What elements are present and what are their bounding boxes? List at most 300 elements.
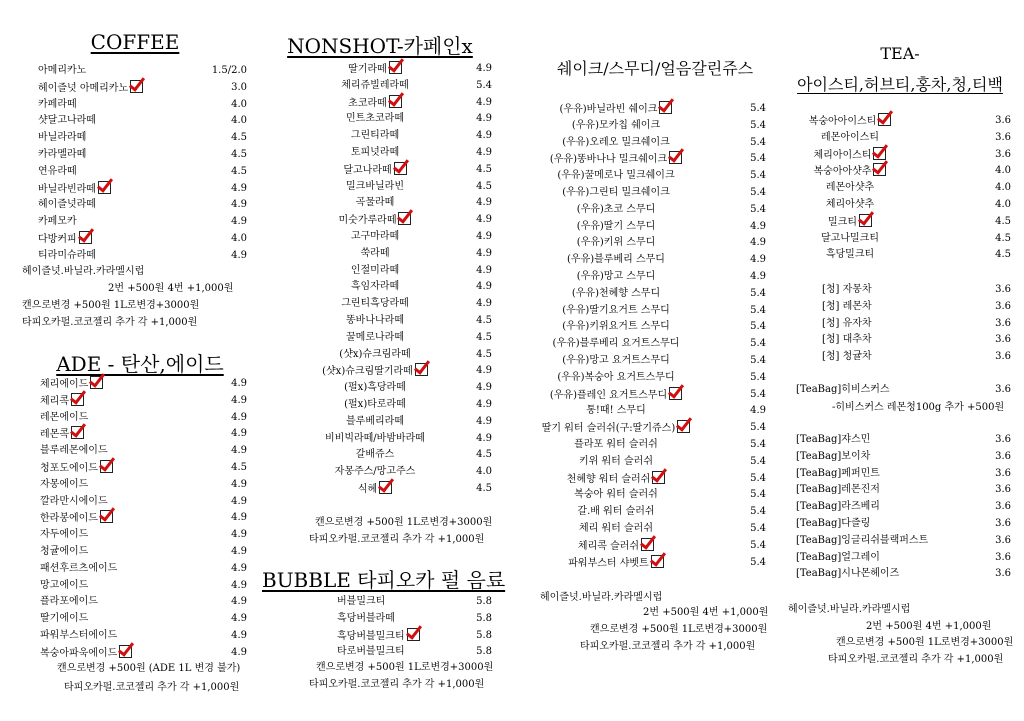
menu-item-price: 5.4 [750,489,766,501]
checkmark-icon [859,214,872,227]
item-label: 다방커피 [38,234,77,245]
menu-item [0,113,1024,129]
menu-item-price: 5.8 [476,612,492,624]
menu-item-price: 5.8 [476,629,492,641]
menu-item [0,349,1024,365]
menu-item-price: 3.6 [995,534,1011,546]
menu-item [0,282,1024,298]
menu-item-price: 4.9 [476,63,492,74]
item-label: [청] 자몽차 [822,284,872,295]
menu-item-price: 5.4 [750,304,766,316]
menu-item-price: 5.4 [750,455,766,467]
menu-item-price: 4.9 [231,596,247,608]
menu-item-price: 4.9 [750,254,766,266]
item-label: 식혜 [357,484,378,495]
menu-item-price: 5.4 [750,103,766,114]
menu-item-name [822,349,872,365]
item-label: 블루베리라떼 [346,415,404,427]
menu-item-price: 3.6 [995,148,1011,160]
menu-item [0,466,1024,482]
menu-item [0,449,1024,465]
item-label: (펄x)흑당라떼 [344,382,406,394]
menu-item-price: 4.5 [476,315,492,326]
item-label: 체리쥬빌레라떼 [341,79,409,91]
shake-title: 쉐이크/스무디/얼음갈린쥬스 [556,59,754,78]
item-label: 레몬아샷추 [825,182,875,194]
menu-item-price: 4.9 [231,378,247,389]
menu-item-name [796,482,880,498]
menu-item-name [796,550,880,566]
menu-item-price: 4.9 [476,231,492,242]
menu-note: 2번 +500원 4번 +1,000원 [108,283,234,294]
item-label: 그린티라떼 [350,130,400,142]
item-label: 청포도에이드 [40,463,98,474]
menu-item-price: 4.9 [231,562,247,574]
item-label: (우유)망고 스무디 [576,271,656,282]
menu-item-name [796,533,928,549]
menu-item-price: 4.9 [231,182,247,194]
item-label: 갈.배 워터 슬러쉬 [577,506,655,518]
menu-item-price: 4.9 [231,478,247,490]
item-label: 타로버블밀크티 [337,646,405,658]
item-label: 청귤에이드 [40,546,89,557]
menu-item-price: 4.9 [231,495,247,507]
item-label: 바닐라빈라떼 [38,183,96,195]
item-label: [청] 레몬차 [822,300,872,312]
menu-item-price: 5.8 [476,646,492,658]
menu-item-price: 4.9 [750,405,766,417]
menu-item-price: 4.9 [231,512,247,524]
menu-item-price: 5.4 [750,539,766,551]
item-label: 고구마라떼 [350,231,400,242]
menu-item-price: 4.9 [231,613,247,625]
menu-item-name [800,197,900,213]
menu-item-name [822,316,872,332]
menu-item-name [337,644,405,660]
item-label: 밀크티 [828,216,857,228]
menu-item-price: 4.0 [231,98,247,110]
menu-item [0,299,1024,315]
item-label: [청] 유자차 [822,317,872,329]
item-label: 복숭아아이스티 [808,116,877,127]
checkmark-icon [407,628,420,641]
menu-item [0,516,1024,532]
item-label: 흑당밀크티 [825,249,875,261]
menu-item-name [300,61,450,78]
item-label: 레몬에이드 [40,411,89,423]
item-label: (샷x)슈크림딸기라떼 [322,366,413,378]
menu-item-price: 4.9 [231,216,247,228]
menu-item-price: 5.4 [750,153,766,165]
item-label: (우유)블루베리 요거트스무디 [552,338,680,350]
item-label: 딸기라떼 [348,64,387,75]
menu-item-price: 4.5 [231,132,247,144]
item-label: 키위 워터 슬러쉬 [579,455,653,467]
menu-item-price: 4.9 [231,428,247,440]
menu-item-name [800,180,900,196]
menu-item-price: 5.4 [750,388,766,400]
item-label: (우유)키위요거트 스무디 [562,321,670,333]
menu-item-price: 4.9 [476,281,492,293]
item-label: 카페모카 [38,216,77,228]
item-label: 체리아이스티 [813,149,872,161]
item-label: (샷x)슈크림라떼 [339,348,411,360]
tea-title-line1: TEA- [880,44,920,63]
checkmark-icon [878,113,891,126]
menu-item-price: 5.4 [750,170,766,182]
menu-item-price: 4.9 [750,220,766,232]
item-label: [TeaBag]다즐링 [796,518,871,529]
menu-item-name [300,78,450,94]
menu-item-price: 4.9 [231,646,247,658]
item-label: 연유라떼 [38,165,77,177]
menu-item [0,130,1024,146]
menu-item-price: 3.6 [995,115,1011,126]
menu-item [0,214,1024,230]
item-label: 버블밀크티 [337,596,386,607]
menu-item-price: 4.5 [995,249,1011,261]
menu-item-price: 3.6 [995,384,1011,395]
menu-item-price: 4.0 [995,199,1011,210]
item-label: (우유)천혜향 스무디 [571,287,661,299]
menu-item-price: 5.4 [750,338,766,350]
menu-item [0,61,1024,77]
menu-item-price: 5.4 [750,119,766,131]
menu-item-price: 4.5 [231,165,247,177]
item-label: 블루레몬에이드 [40,445,108,457]
item-label: 카페라떼 [38,98,77,110]
menu-note: 캔으로변경 +500원 1L로변경+3000원 [590,624,768,635]
menu-item-price: 4.0 [995,165,1011,177]
menu-item-price: 5.4 [750,321,766,333]
menu-item-price: 4.9 [476,382,492,394]
menu-item-name [822,332,872,348]
menu-item [0,231,1024,247]
item-label: 체리콕 [40,395,69,407]
menu-item-price: 3.6 [995,131,1011,143]
menu-item-price: 4.5 [995,215,1011,227]
menu-item [0,147,1024,166]
item-label: (우유)복숭아 요거트스무디 [557,371,675,383]
menu-note: 캔으로변경 +500원 1L로변경+3000원 [315,517,493,528]
item-label: 흑당버블밀크티 [337,630,405,642]
menu-item-price: 4.5 [476,348,492,360]
menu-item [0,382,1024,398]
menu-item-price: 3.6 [995,568,1011,580]
menu-item-price: 4.9 [231,529,247,541]
menu-note: 타피오카펄.코코젤리 추가 각 +1,000원 [309,679,485,690]
menu-item-price: 4.9 [476,365,492,377]
menu-item-price: 4.9 [231,394,247,406]
item-label: 샷달고나라떼 [38,115,96,127]
menu-item-price: 5.4 [750,556,766,568]
menu-item-price: 3.6 [995,284,1011,295]
item-label: 파워부스터 샤벳트 [568,557,649,569]
menu-item-price: 4.9 [231,249,247,261]
menu-note: 헤이즐넛.바닐라.카라멜시럽 [540,592,663,603]
menu-item-price: 4.9 [476,247,492,259]
menu-item-price: 4.9 [476,298,492,310]
menu-item [0,432,1024,448]
menu-item-price: 4.9 [476,264,492,276]
menu-item-name [800,113,900,130]
menu-item-price: 4.5 [995,232,1011,244]
item-label: 한라봉에이드 [40,513,98,525]
item-label: 깔라만시에이드 [40,495,108,507]
item-label: 레몬콕 [40,429,69,441]
menu-item-price: 4.9 [231,411,247,423]
menu-note: 타피오카펄.코코젤리 추가 각 +1,000원 [828,654,1004,665]
item-label: 플라포 워터 슬러쉬 [574,439,658,450]
menu-item-price: 1.5/2.0 [211,65,247,76]
item-label: 체리아샷추 [825,199,875,210]
menu-note: 헤이즐넛.바닐라.카라멜시럽 [788,604,911,615]
item-label: 체리 워터 슬러쉬 [579,523,653,534]
item-label: (펄x)타로라떼 [344,399,406,410]
menu-note: 캔으로변경 +500원 (ADE 1L 변경 불가) [57,663,241,674]
menu-item [0,180,1024,196]
menu-item [0,566,1024,582]
menu-item-price: 4.9 [231,199,247,211]
menu-item-price: 5.4 [750,136,766,148]
menu-item-price: 5.4 [750,506,766,518]
item-label: 복숭아 워터 슬러쉬 [574,489,658,501]
checkmark-icon [873,163,886,176]
menu-item-price: 5.8 [476,596,492,607]
item-label: 헤이즐넛라떼 [38,199,96,211]
coffee-title: COFFEE [90,30,180,54]
item-label: [청] 대추차 [822,334,872,346]
menu-item-price: 4.9 [231,445,247,457]
menu-item-price: 3.6 [995,434,1011,445]
menu-item-name [796,516,870,532]
menu-item-price: 4.9 [476,399,492,410]
item-label: 파워부스터에이드 [40,630,118,641]
item-label: 딸기 워터 슬러쉬(구:딸기쥬스) [541,423,676,435]
menu-item-price: 5.4 [750,355,766,366]
item-label: 복숭아아샷추 [813,166,872,178]
menu-item-price: 4.9 [476,197,492,209]
menu-note: 2번 +500원 4번 +1,000원 [643,607,769,618]
checkmark-icon [389,61,402,74]
menu-item-name [796,499,880,515]
menu-item [0,247,1024,266]
menu-item-name [796,566,899,582]
item-label: 복숭아파욱에이드 [40,647,118,659]
item-label: (우유)딸기요거트 스무디 [562,304,670,316]
menu-item-price: 4.9 [231,546,247,557]
menu-item-name [800,163,900,180]
menu-item-price: 3.6 [995,450,1011,462]
item-label: 카라멜라떼 [38,149,87,160]
menu-item-price: 3.6 [995,551,1011,563]
item-label: (우유)딸기 스무디 [576,220,656,232]
item-label: [TeaBag]시나몬헤이즈 [796,568,900,580]
item-label: 꿀메로나라떼 [346,331,404,343]
menu-note: 캔으로변경 +500원 1L로변경+3000원 [22,300,200,311]
item-label: 레몬아이스티 [821,131,879,143]
item-label: (우유)바닐라빈 쉐이크 [559,104,658,115]
item-label: 바닐라라떼 [38,132,87,144]
item-label: [TeaBag]얼그레이 [796,551,880,563]
item-label: 자몽에이드 [40,478,89,490]
item-label: (우유)똥바나나 밀크쉐이크 [549,154,668,166]
menu-item-price: 3.0 [231,81,247,93]
item-label: 자두에이드 [40,529,89,541]
menu-item-name [822,299,872,315]
item-label: (우유)오레오 밀크쉐이크 [562,136,670,148]
item-label: 쑥라떼 [360,247,390,259]
menu-item-price: 3.6 [995,484,1011,496]
menu-item-price: 4.9 [231,630,247,641]
menu-item-price: 4.0 [231,115,247,127]
menu-item-name [796,432,870,448]
menu-item [0,550,1024,566]
menu-note: 타피오카펄.코코젤리 추가 각 +1,000원 [309,534,485,545]
item-label: 아메리카노 [38,65,87,76]
menu-item-name [337,611,395,627]
item-label: 천혜향 워터 슬러쉬 [566,473,651,485]
menu-note: 캔으로변경 +500원 1L로변경+3000원 [836,637,1014,648]
menu-item [0,533,1024,549]
item-label: 플라포에이드 [40,596,98,608]
menu-item-price: 4.9 [476,432,492,444]
menu-item-price: 4.9 [476,214,492,226]
item-label: 흑당버블라떼 [337,612,395,624]
item-label: (우유)꿀메로나 밀크쉐이크 [557,170,675,182]
item-label: (우유)그린티 밀크쉐이크 [562,187,670,198]
menu-item-price: 4.9 [750,237,766,249]
menu-item-price: 5.4 [750,422,766,434]
menu-item-price: 4.5 [476,449,492,461]
menu-item-price: 4.9 [476,113,492,125]
item-label: [TeaBag]레몬진저 [796,484,880,496]
item-label: 곡물라떼 [355,197,395,209]
menu-item-price: 5.4 [750,439,766,450]
menu-item-price: 5.4 [750,287,766,299]
item-label: 그린티흑당라떼 [341,298,409,310]
menu-item-price: 5.4 [476,79,492,91]
menu-item-price: 3.6 [995,467,1011,479]
bubble-title: BUBBLE 타피오카 펄 음료 [262,568,506,592]
ade-title: ADE - 탄산,에이드 [56,352,224,376]
item-label: [TeaBag]페퍼민트 [796,467,880,479]
menu-item-price: 3.6 [995,334,1011,346]
item-label: (우유)블루베리 스무디 [567,254,665,266]
menu-item-price: 4.5 [476,483,492,494]
item-label: [TeaBag]히비스커스 [796,384,890,395]
menu-item-price: 4.9 [231,579,247,591]
item-label: [TeaBag]쟈스민 [796,434,871,445]
menu-item-price: 3.6 [995,501,1011,513]
menu-item [0,163,1024,182]
item-label: (우유)망고 요거트스무디 [562,355,670,366]
item-label: [TeaBag]라즈베리 [796,501,880,513]
menu-note: 헤이즐넛.바닐라.카라멜시럽 [22,266,145,277]
menu-item-price: 3.6 [995,518,1011,529]
menu-item-price: 3.6 [995,300,1011,312]
item-label: 자몽주스/망고주스 [334,466,416,478]
menu-note: 타피오카펄.코코젤리 추가 각 +1,000원 [580,641,756,652]
item-label: (우유)플레인 요거트스무디 [549,389,668,401]
item-label: 민트초코라떼 [346,113,404,125]
menu-note: -히비스커스 레몬청100g 추가 +500원 [832,402,1005,413]
menu-item-price: 5.4 [750,472,766,484]
item-label: 티라미슈라떼 [38,249,96,261]
menu-item-name [796,466,880,482]
item-label: 비비빅라떼/바밤바라떼 [325,432,425,444]
item-label: 통!때! 스무디 [586,405,646,417]
item-label: 미숫가루라떼 [338,215,397,227]
menu-item-price: 4.5 [476,331,492,343]
menu-item-price: 4.9 [476,415,492,427]
item-label: 체리콕 슬러쉬 [577,540,640,552]
menu-item-price: 4.9 [476,130,492,142]
menu-item-name [337,628,420,645]
menu-item-price: 4.5 [231,149,247,160]
item-label: 달고나라떼 [343,164,392,176]
menu-item-price: 4.9 [476,96,492,108]
menu-note: 캔으로변경 +500원 1L로변경+3000원 [316,662,494,673]
item-label: 인절미라떼 [350,264,400,276]
item-label: (우유)키위 스무디 [576,237,656,249]
menu-item-price: 5.4 [750,371,766,383]
item-label: 헤이즐넛 아메리카노 [38,82,129,94]
menu-item-name [800,231,900,247]
menu-note: 타피오카펄.코코젤리 추가 각 +1,000원 [22,317,198,328]
menu-item-name [796,449,870,465]
menu-item-price: 3.6 [995,351,1011,363]
tea-title-line2: 아이스티,허브티,홍차,청,티백 [797,75,1003,94]
item-label: (우유)모카칩 쉐이크 [571,119,661,131]
item-label: 똥바나나라떼 [346,315,404,326]
menu-item-price: 4.5 [476,163,492,175]
menu-item-price: 4.0 [476,466,492,478]
menu-item-name [800,214,900,231]
menu-item-price: 5.4 [750,203,766,215]
menu-item [0,332,1024,348]
item-label: (우유)초코 스무디 [576,203,656,215]
item-label: 달고나밀크티 [821,232,879,244]
menu-item-price: 4.9 [476,147,492,158]
menu-item-price: 4.0 [231,233,247,244]
menu-item [0,78,1024,94]
menu-item-price: 3.6 [995,317,1011,329]
menu-item [0,316,1024,332]
item-label: [TeaBag]잉글리쉬블랙퍼스트 [796,534,929,546]
menu-item-name [796,382,890,398]
item-label: 갈배쥬스 [355,449,395,461]
menu-item-price: 5.4 [750,523,766,534]
menu-item-price: 5.4 [750,187,766,198]
item-label: 토피넛라떼 [350,147,400,158]
item-label: 패션후르츠에이드 [40,562,118,574]
menu-note: 2번 +500원 4번 +1,000원 [866,621,992,632]
menu-item-price: 4.0 [995,182,1011,194]
menu-item-name [822,282,872,298]
item-label: 흑임자라떼 [350,281,400,293]
menu-item-name [536,403,696,419]
menu-note: 타피오카펄.코코젤리 추가 각 +1,000원 [64,682,240,693]
menu-item-price: 4.9 [750,271,766,282]
item-label: 딸기에이드 [40,613,89,625]
item-label: 망고에이드 [40,579,89,591]
menu-item-name [337,594,385,610]
menu-item-price: 4.5 [476,180,492,192]
item-label: 밀크바닐라빈 [346,180,404,192]
menu-item-name [800,247,900,263]
item-label: [청] 청귤차 [822,351,872,363]
